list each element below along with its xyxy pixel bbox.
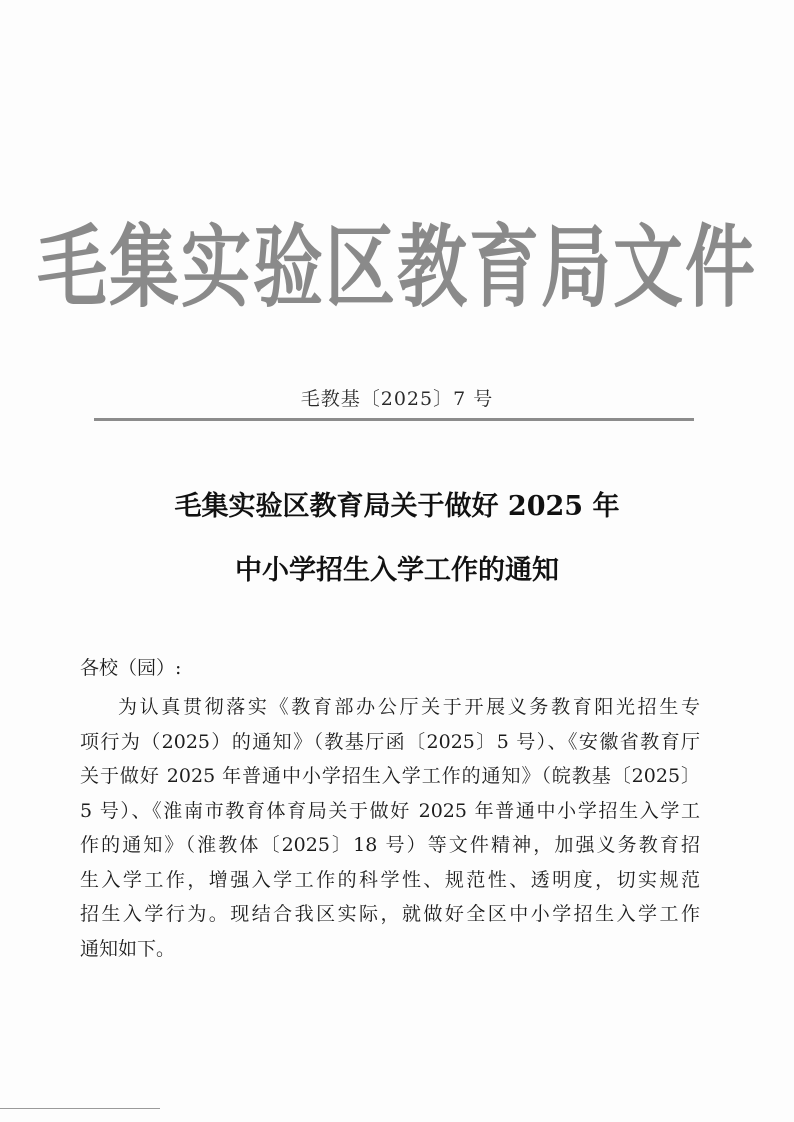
body-line: 项行为（2025）的通知》（教基厅函〔2025〕5 号）、《安徽省教育厅	[80, 730, 700, 753]
body-line: 关于做好 2025 年普通中小学招生入学工作的通知》（皖教基〔2025〕	[80, 765, 700, 787]
footer-rule	[0, 1108, 160, 1109]
body-line: 5 号）、《淮南市教育体育局关于做好 2025 年普通中小学招生入学工	[80, 799, 700, 822]
body-line: 生入学工作，增强入学工作的科学性、规范性、透明度，切实规范	[80, 868, 700, 891]
body-line: 作的通知》（淮教体〔2025〕18 号）等文件精神，加强义务教育招	[80, 834, 700, 856]
issuer-heading: 毛集实验区教育局文件	[37, 215, 757, 321]
salutation: 各校（园）:	[80, 657, 182, 679]
body-paragraph	[80, 690, 700, 966]
body-line: 招生入学行为。现结合我区实际，就做好全区中小学招生入学工作	[80, 903, 700, 925]
notice-title-line-1: 毛集实验区教育局关于做好 2025 年	[174, 491, 620, 522]
header-divider	[94, 418, 694, 421]
body-line: 为认真贯彻落实《教育部办公厅关于开展义务教育阳光招生专	[118, 696, 700, 718]
notice-title-line-2: 中小学招生入学工作的通知	[235, 555, 559, 586]
document-number: 毛教基〔2025〕7 号	[300, 388, 494, 410]
body-line: 通知如下。	[80, 937, 176, 960]
